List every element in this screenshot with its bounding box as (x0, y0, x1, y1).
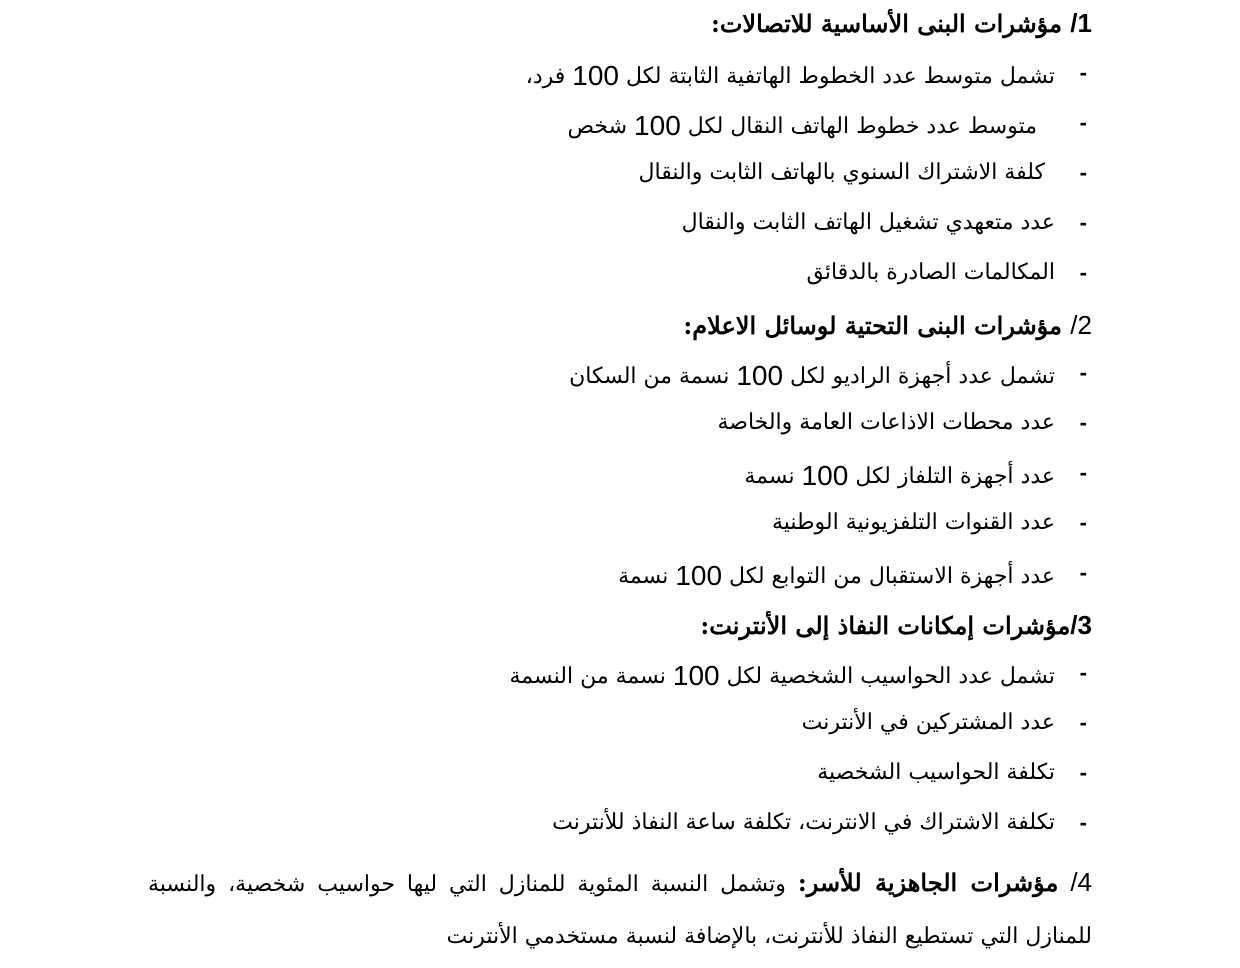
list-item: - عدد القنوات التلفزيونية الوطنية (771, 510, 1087, 535)
bullet-dash: - (1079, 260, 1087, 285)
list-item: - عدد أجهزة التلفاز لكل 100 نسمة (744, 460, 1087, 491)
bullet-dash: - (1079, 510, 1087, 535)
bullet-dash: - (1079, 60, 1087, 85)
section-1-heading (711, 10, 1092, 36)
section-number: 4/ (1070, 867, 1093, 897)
list-item: - تكلفة الحواسيب الشخصية (817, 760, 1087, 785)
list-item: - عدد متعهدي تشغيل الهاتف الثابت والنقال (681, 210, 1087, 235)
section-number: 1/ (1070, 8, 1092, 38)
bullet-dash: - (1079, 560, 1087, 585)
bullet-dash: - (1079, 210, 1087, 235)
bullet-dash: - (1079, 110, 1087, 135)
section-number: 3/ (1070, 610, 1092, 640)
bullet-dash: - (1079, 410, 1087, 435)
bullet-dash: - (1079, 760, 1087, 785)
section-4-paragraph (148, 856, 1092, 963)
section-title: مؤشرات الجاهزية للأسر: (797, 868, 1059, 897)
bullet-dash: - (1079, 360, 1087, 385)
list-item: - تشمل عدد أجهزة الراديو لكل 100 نسمة من السكان (569, 360, 1087, 391)
bullet-dash: - (1079, 160, 1087, 185)
list-item: - كلفة الاشتراك السنوي بالهاتف الثابت والنقال (638, 160, 1087, 185)
list-item: - عدد أجهزة الاستقبال من التوابع لكل 100 نسمة (618, 560, 1087, 591)
section-title: مؤشرات البنى الأساسية للاتصالات: (710, 9, 1062, 38)
bullet-dash: - (1079, 810, 1087, 835)
list-item: - عدد المشتركين في الأنترنت (801, 710, 1087, 735)
section-title: مؤشرات البنى التحتية لوسائل الاعلام: (683, 311, 1062, 340)
section-2-heading (683, 312, 1092, 338)
section-title: مؤشرات إمكانات النفاذ إلى الأنترنت: (700, 611, 1071, 640)
list-item: - تكلفة الاشتراك في الانترنت، تكلفة ساعة النفاذ للأنترنت (552, 810, 1087, 835)
bullet-dash: - (1079, 710, 1087, 735)
list-item: - عدد محطات الاذاعات العامة والخاصة (717, 410, 1087, 435)
list-item: - متوسط عدد خطوط الهاتف النقال لكل 100 شخص (567, 110, 1087, 141)
section-number: 2/ (1070, 310, 1092, 340)
bullet-dash: - (1079, 660, 1087, 685)
list-item: - تشمل متوسط عدد الخطوط الهاتفية الثابتة لكل 100 فرد، (525, 60, 1087, 91)
list-item: - المكالمات الصادرة بالدقائق (806, 260, 1087, 285)
section-3-heading (700, 612, 1092, 638)
list-item: - تشمل عدد الحواسيب الشخصية لكل 100 نسمة من النسمة (509, 660, 1087, 691)
section-4-text: وتشمل النسبة المئوية للمنازل التي ليها حواسيب شخصية، والنسبة للمنازل التي تستطيع النفاذ للأنترنت، بالإضافة لنسبة مستخدمي الأنترنت (148, 872, 1092, 949)
bullet-dash: - (1079, 460, 1087, 485)
